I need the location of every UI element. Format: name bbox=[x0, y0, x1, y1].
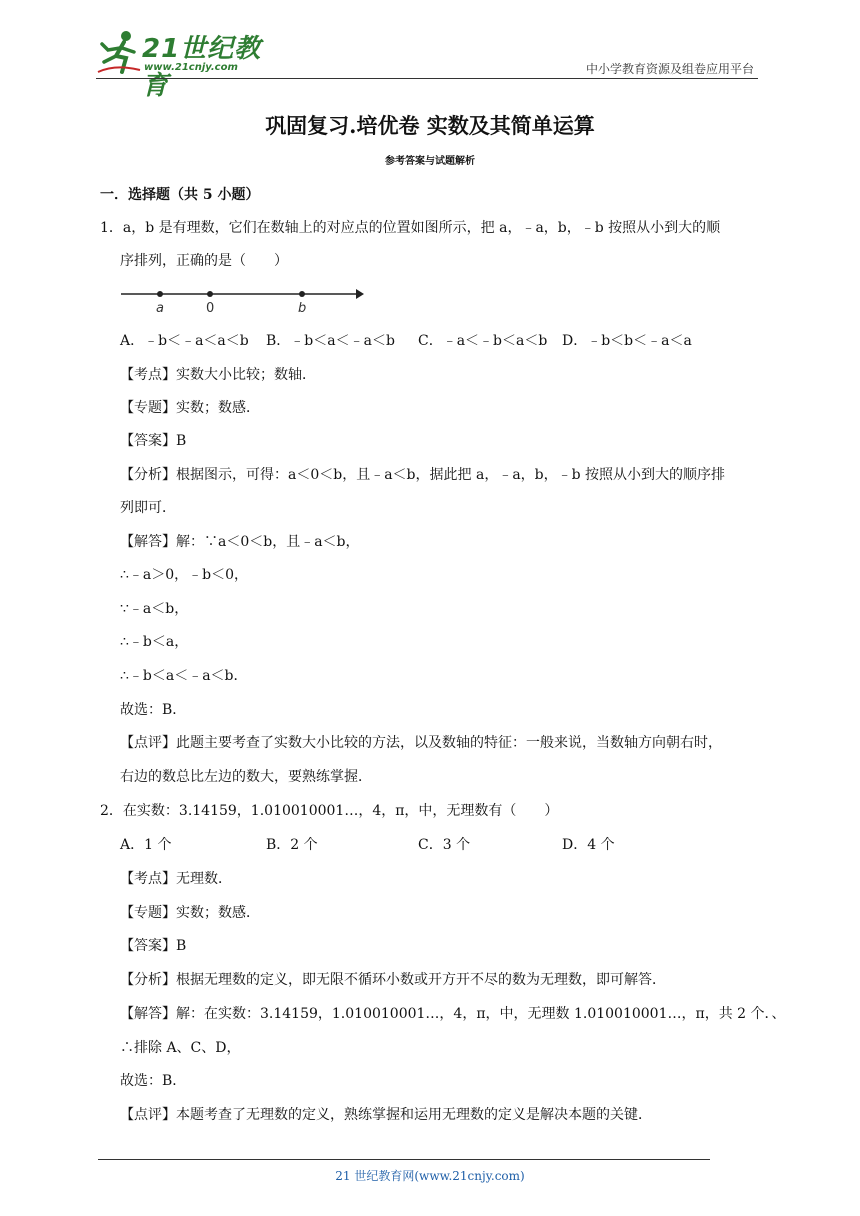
q2-option-c: C．3 个 bbox=[418, 837, 471, 853]
q2-kaodian: 【考点】无理数． bbox=[120, 871, 232, 887]
page-title: 巩固复习.培优卷 实数及其简单运算 bbox=[265, 113, 595, 138]
q1-jieda-line5: ∴﹣b＜a＜﹣a＜b． bbox=[120, 668, 248, 684]
q1-stem-line2: 序排列，正确的是（ ） bbox=[120, 253, 288, 269]
q1-dianping-line2: 右边的数总比左边的数大，要熟练掌握． bbox=[120, 769, 372, 785]
logo-url: www.21cnjy.com bbox=[144, 62, 238, 73]
q2-stem: 2．在实数：3.14159，1.010010001…，4，π，中，无理数有（ ） bbox=[100, 803, 559, 819]
number-line-arrow-icon bbox=[356, 289, 364, 299]
label-0: 0 bbox=[206, 301, 215, 316]
footer-link[interactable]: 21 世纪教育网(www.21cnjy.com) bbox=[335, 1169, 525, 1183]
q1-option-a: A．﹣b＜﹣a＜a＜b bbox=[120, 333, 249, 349]
q1-zhuanti: 【专题】实数；数感． bbox=[120, 400, 260, 416]
q2-jieda-line2: ∴排除 A、C、D， bbox=[120, 1040, 241, 1056]
q2-option-a: A．1 个 bbox=[120, 837, 172, 853]
q1-option-d: D．﹣b＜b＜﹣a＜a bbox=[562, 333, 692, 349]
footer-divider bbox=[98, 1159, 710, 1160]
q1-option-b: B．﹣b＜a＜﹣a＜b bbox=[266, 333, 395, 349]
q2-option-b: B．2 个 bbox=[266, 837, 318, 853]
platform-name: 中小学教育资源及组卷应用平台 bbox=[585, 62, 754, 76]
q2-option-d: D．4 个 bbox=[562, 837, 615, 853]
q2-zhuanti: 【专题】实数；数感． bbox=[120, 905, 260, 921]
q2-answer: 【答案】B bbox=[120, 938, 187, 954]
point-a bbox=[157, 291, 163, 297]
q1-fenxi-line2: 列即可． bbox=[120, 500, 176, 516]
number-line-svg bbox=[118, 284, 368, 318]
label-b: b bbox=[298, 301, 307, 316]
q1-jieda-line4: ∴﹣b＜a， bbox=[120, 634, 189, 650]
q1-jieda-line6: 故选：B． bbox=[120, 702, 187, 718]
q1-option-c: C．﹣a＜﹣b＜a＜b bbox=[418, 333, 548, 349]
page-subtitle: 参考答案与试题解析 bbox=[385, 156, 475, 167]
q1-kaodian: 【考点】实数大小比较；数轴． bbox=[120, 367, 316, 383]
logo-text: 21世纪教育 bbox=[142, 34, 262, 101]
runner-logo-icon bbox=[96, 28, 142, 76]
q1-stem-line1: 1．a，b 是有理数，它们在数轴上的对应点的位置如图所示，把 a，﹣a，b，﹣b 按照从小到大的顺 bbox=[100, 220, 721, 236]
number-line-figure bbox=[118, 284, 368, 318]
q2-jieda-line1: 【解答】解：在实数：3.14159，1.010010001…，4，π，中，无理数 1.010010001…，π，共 2 个．、 bbox=[120, 1006, 786, 1022]
q2-fenxi: 【分析】根据无理数的定义，即无限不循环小数或开方开不尽的数为无理数，即可解答． bbox=[120, 972, 666, 988]
section-heading: 一．选择题（共 5 小题） bbox=[100, 187, 260, 203]
q1-dianping-line1: 【点评】此题主要考查了实数大小比较的方法，以及数轴的特征：一般来说，当数轴方向朝右时， bbox=[120, 735, 722, 751]
q2-dianping: 【点评】本题考查了无理数的定义，熟练掌握和运用无理数的定义是解决本题的关键． bbox=[120, 1107, 652, 1123]
q1-jieda-line1: 【解答】解：∵a＜0＜b，且﹣a＜b， bbox=[120, 534, 360, 550]
point-0 bbox=[207, 291, 213, 297]
q1-fenxi-line1: 【分析】根据图示，可得：a＜0＜b，且﹣a＜b，据此把 a，﹣a，b，﹣b 按照从小到大的顺序排 bbox=[120, 467, 726, 483]
site-logo bbox=[96, 28, 266, 101]
q1-jieda-line2: ∴﹣a＞0，﹣b＜0， bbox=[120, 567, 249, 583]
q1-answer: 【答案】B bbox=[120, 433, 187, 449]
q1-jieda-line3: ∵﹣a＜b， bbox=[120, 601, 189, 617]
header-divider bbox=[96, 78, 758, 79]
q2-jieda-line3: 故选：B． bbox=[120, 1073, 187, 1089]
label-a: a bbox=[156, 301, 164, 316]
point-b bbox=[299, 291, 305, 297]
